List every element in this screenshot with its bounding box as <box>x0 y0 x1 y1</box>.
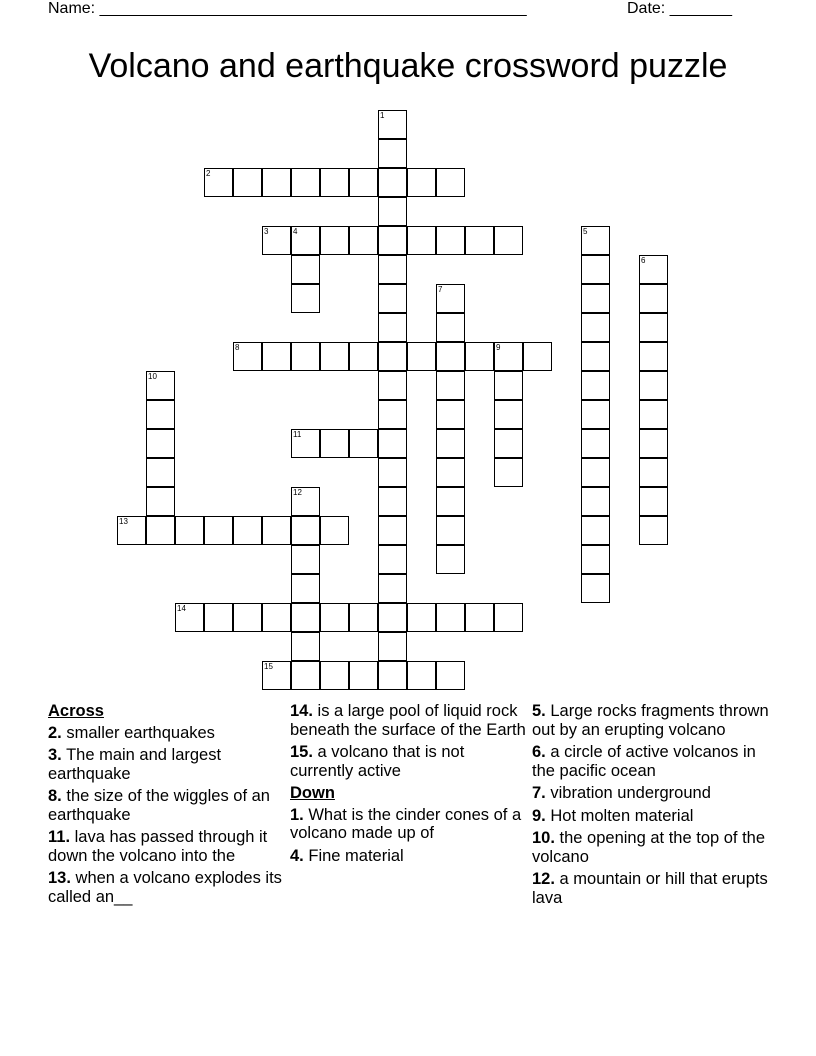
cell-number: 12 <box>293 488 302 497</box>
clue-text: The main and largest earthquake <box>48 746 222 783</box>
crossword-cell[interactable] <box>581 545 610 574</box>
crossword-cell[interactable] <box>378 342 407 371</box>
cell-number: 10 <box>148 372 157 381</box>
crossword-cell[interactable] <box>291 603 320 632</box>
crossword-cell[interactable] <box>146 429 175 458</box>
cell-number: 11 <box>293 430 302 439</box>
crossword-cell[interactable] <box>349 226 378 255</box>
crossword-cell[interactable] <box>320 168 349 197</box>
clue-number: 2. <box>48 723 62 742</box>
cell-number: 13 <box>119 517 128 526</box>
cell-number: 15 <box>264 662 273 671</box>
crossword-cell[interactable] <box>639 429 668 458</box>
crossword-cell[interactable] <box>436 487 465 516</box>
crossword-cell[interactable] <box>639 516 668 545</box>
clue-section-heading: Across <box>48 702 104 720</box>
clue-number: 6. <box>532 743 546 761</box>
crossword-cell[interactable] <box>436 371 465 400</box>
crossword-cell[interactable] <box>436 342 465 371</box>
clue-number: 9. <box>532 806 546 825</box>
crossword-cell[interactable] <box>639 255 668 284</box>
clue-item <box>48 828 286 865</box>
crossword-cell[interactable] <box>146 371 175 400</box>
crossword-cell[interactable] <box>378 313 407 342</box>
clue-text: Fine material <box>308 846 404 865</box>
crossword-cell[interactable] <box>581 371 610 400</box>
clue-item <box>290 806 526 843</box>
cell-number: 7 <box>438 285 443 294</box>
clue-item <box>48 724 286 743</box>
crossword-cell[interactable] <box>581 400 610 429</box>
crossword-cell[interactable] <box>378 574 407 603</box>
crossword-cell[interactable] <box>378 139 407 168</box>
crossword-cell[interactable] <box>436 603 465 632</box>
crossword-cell[interactable] <box>523 342 552 371</box>
crossword-cell[interactable] <box>291 342 320 371</box>
clue-text: Large rocks fragments thrown out by an erupting volcano <box>532 702 769 739</box>
crossword-cell[interactable] <box>320 516 349 545</box>
crossword-cell[interactable] <box>494 226 523 255</box>
clue-number: 8. <box>48 787 62 805</box>
crossword-cell[interactable] <box>494 371 523 400</box>
crossword-cell[interactable] <box>465 342 494 371</box>
clue-text: lava has passed through it down the volcano into the <box>48 828 268 865</box>
clue-item <box>48 787 286 824</box>
clue-number: 11. <box>48 828 71 846</box>
crossword-cell[interactable] <box>581 226 610 255</box>
crossword-cell[interactable] <box>291 487 320 516</box>
clue-item <box>532 807 772 826</box>
cell-number: 1 <box>380 111 385 120</box>
crossword-cell[interactable] <box>262 516 291 545</box>
crossword-cell[interactable] <box>436 400 465 429</box>
crossword-cell[interactable] <box>291 516 320 545</box>
crossword-cell[interactable] <box>639 400 668 429</box>
clue-item <box>290 847 526 866</box>
clue-item <box>290 702 526 739</box>
crossword-cell[interactable] <box>320 342 349 371</box>
crossword-cell[interactable] <box>436 226 465 255</box>
crossword-cell[interactable] <box>494 603 523 632</box>
crossword-cell[interactable] <box>320 429 349 458</box>
crossword-cell[interactable] <box>378 603 407 632</box>
crossword-cell[interactable] <box>204 516 233 545</box>
clue-number: 14. <box>290 702 313 720</box>
cell-number: 4 <box>293 227 298 236</box>
clue-text: a volcano that is not currently active <box>290 743 465 780</box>
crossword-cell[interactable] <box>378 110 407 139</box>
crossword-cell[interactable] <box>233 342 262 371</box>
crossword-cell[interactable] <box>639 313 668 342</box>
crossword-cell[interactable] <box>407 342 436 371</box>
crossword-cell[interactable] <box>581 487 610 516</box>
crossword-cell[interactable] <box>262 342 291 371</box>
crossword-cell[interactable] <box>349 342 378 371</box>
crossword-cell[interactable] <box>262 168 291 197</box>
crossword-cell[interactable] <box>436 545 465 574</box>
crossword-cell[interactable] <box>378 371 407 400</box>
cell-number: 2 <box>206 169 211 178</box>
clue-item <box>48 869 286 906</box>
cell-number: 3 <box>264 227 269 236</box>
crossword-cell[interactable] <box>407 168 436 197</box>
crossword-cell[interactable] <box>378 487 407 516</box>
name-field-label: Name: ________________________________________________ <box>48 0 527 17</box>
crossword-cell[interactable] <box>291 168 320 197</box>
crossword-cell[interactable] <box>378 429 407 458</box>
crossword-cell[interactable] <box>175 603 204 632</box>
clue-text: the opening at the top of the volcano <box>532 829 766 866</box>
crossword-cell[interactable] <box>378 400 407 429</box>
crossword-cell[interactable] <box>291 284 320 313</box>
crossword-cell[interactable] <box>291 574 320 603</box>
crossword-cell[interactable] <box>494 342 523 371</box>
crossword-cell[interactable] <box>378 632 407 661</box>
crossword-cell[interactable] <box>378 284 407 313</box>
crossword-cell[interactable] <box>378 458 407 487</box>
crossword-cell[interactable] <box>291 255 320 284</box>
crossword-cell[interactable] <box>581 516 610 545</box>
crossword-cell[interactable] <box>146 516 175 545</box>
crossword-cell[interactable] <box>320 226 349 255</box>
clue-number: 10. <box>532 829 555 847</box>
crossword-cell[interactable] <box>639 342 668 371</box>
clue-item <box>532 829 772 866</box>
crossword-cell[interactable] <box>146 487 175 516</box>
clues-column-3 <box>532 702 772 911</box>
crossword-cell[interactable] <box>349 168 378 197</box>
crossword-cell[interactable] <box>146 458 175 487</box>
crossword-cell[interactable] <box>349 661 378 690</box>
crossword-cell[interactable] <box>262 226 291 255</box>
clue-number: 12. <box>532 870 555 888</box>
crossword-cell[interactable] <box>291 661 320 690</box>
crossword-cell[interactable] <box>465 226 494 255</box>
crossword-cell[interactable] <box>378 516 407 545</box>
clue-text: a circle of active volcanos in the pacific ocean <box>532 743 756 780</box>
crossword-cell[interactable] <box>581 458 610 487</box>
clues-column-2 <box>290 702 526 869</box>
clue-item <box>48 746 286 783</box>
crossword-cell[interactable] <box>581 313 610 342</box>
clue-number: 1. <box>290 805 304 824</box>
crossword-cell[interactable] <box>262 661 291 690</box>
crossword-cell[interactable] <box>494 400 523 429</box>
crossword-cell[interactable] <box>436 661 465 690</box>
crossword-cell[interactable] <box>204 168 233 197</box>
cell-number: 9 <box>496 343 501 352</box>
crossword-cell[interactable] <box>494 458 523 487</box>
crossword-cell[interactable] <box>233 603 262 632</box>
clue-text: when a volcano explodes its called an__ <box>48 869 282 906</box>
crossword-cell[interactable] <box>639 371 668 400</box>
crossword-cell[interactable] <box>233 516 262 545</box>
clue-item <box>532 702 772 739</box>
crossword-cell[interactable] <box>407 661 436 690</box>
clue-number: 7. <box>532 784 546 802</box>
crossword-cell[interactable] <box>581 429 610 458</box>
clue-text: vibration underground <box>550 784 711 802</box>
crossword-cell[interactable] <box>639 487 668 516</box>
cell-number: 14 <box>177 604 186 613</box>
cell-number: 8 <box>235 343 240 352</box>
crossword-cell[interactable] <box>407 226 436 255</box>
crossword-cell[interactable] <box>117 516 146 545</box>
crossword-cell[interactable] <box>436 168 465 197</box>
crossword-cell[interactable] <box>349 603 378 632</box>
crossword-cell[interactable] <box>291 545 320 574</box>
clue-number: 3. <box>48 746 62 764</box>
crossword-cell[interactable] <box>349 429 378 458</box>
crossword-cell[interactable] <box>291 429 320 458</box>
crossword-cell[interactable] <box>465 603 494 632</box>
crossword-cell[interactable] <box>378 545 407 574</box>
crossword-cell[interactable] <box>581 574 610 603</box>
clue-text: a mountain or hill that erupts lava <box>532 870 768 907</box>
crossword-cell[interactable] <box>407 603 436 632</box>
clue-text: Hot molten material <box>550 806 694 825</box>
clue-item <box>290 743 526 780</box>
crossword-cell[interactable] <box>378 226 407 255</box>
crossword-cell[interactable] <box>581 255 610 284</box>
crossword-cell[interactable] <box>436 313 465 342</box>
crossword-cell[interactable] <box>378 168 407 197</box>
clue-number: 5. <box>532 702 546 720</box>
crossword-cell[interactable] <box>581 284 610 313</box>
crossword-cell[interactable] <box>233 168 262 197</box>
crossword-cell[interactable] <box>581 342 610 371</box>
crossword-cell[interactable] <box>262 603 291 632</box>
clue-section-heading: Down <box>290 784 335 802</box>
crossword-cell[interactable] <box>639 458 668 487</box>
clues-column-1 <box>48 702 286 910</box>
crossword-cell[interactable] <box>436 516 465 545</box>
crossword-cell[interactable] <box>291 226 320 255</box>
clue-number: 13. <box>48 869 71 887</box>
clue-item <box>532 870 772 907</box>
clue-text: smaller earthquakes <box>66 723 215 742</box>
crossword-cell[interactable] <box>378 661 407 690</box>
crossword-cell[interactable] <box>175 516 204 545</box>
clue-item <box>532 743 772 780</box>
cell-number: 6 <box>641 256 646 265</box>
crossword-cell[interactable] <box>291 632 320 661</box>
crossword-cell[interactable] <box>436 458 465 487</box>
crossword-cell[interactable] <box>378 197 407 226</box>
crossword-cell[interactable] <box>204 603 233 632</box>
crossword-cell[interactable] <box>378 255 407 284</box>
crossword-cell[interactable] <box>436 429 465 458</box>
crossword-cell[interactable] <box>320 661 349 690</box>
crossword-cell[interactable] <box>639 284 668 313</box>
clue-text: the size of the wiggles of an earthquake <box>48 787 270 824</box>
clue-item <box>532 784 772 803</box>
date-field-label: Date: _______ <box>627 0 732 17</box>
clue-text: is a large pool of liquid rock beneath the surface of the Earth <box>290 702 526 739</box>
crossword-cell[interactable] <box>494 429 523 458</box>
cell-number: 5 <box>583 227 588 236</box>
crossword-cell[interactable] <box>436 284 465 313</box>
clue-number: 4. <box>290 846 304 865</box>
clue-text: What is the cinder cones of a volcano made up of <box>290 805 522 842</box>
crossword-cell[interactable] <box>320 603 349 632</box>
crossword-cell[interactable] <box>146 400 175 429</box>
clue-number: 15. <box>290 743 313 761</box>
page-title: Volcano and earthquake crossword puzzle <box>88 47 728 85</box>
